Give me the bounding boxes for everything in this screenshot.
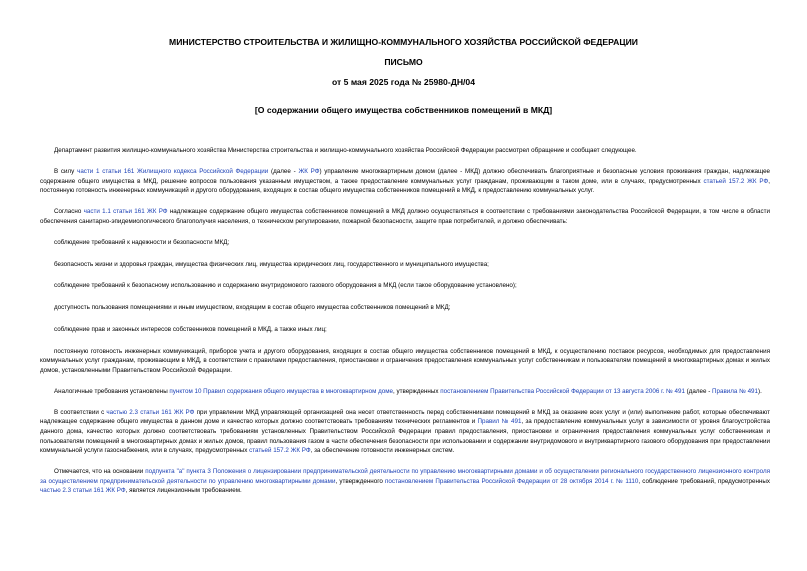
paragraph-article-161-part-2-3 (40, 408, 770, 456)
link-rules-point-10[interactable]: пунктом 10 Правил содержания общего имущества в многоквартирном доме (169, 387, 393, 395)
intro-paragraph: Департамент развития жилищно-коммунального хозяйства Министерства строительства и жилищно-коммунального хозяйства Российской Федерации рассмотрел обращение и сообщает следующее. (54, 147, 637, 154)
text-fragment: (далее - (684, 387, 713, 395)
list-item: доступность пользования помещениями и иным имуществом, входящим в состав общего имущества собственников помещений в МКД; (54, 304, 451, 312)
link-housing-code[interactable]: ЖК РФ (298, 167, 320, 175)
link-licensing-regulation[interactable]: подпункта "а" пункта 3 Положения о лицензировании предпринимательской деятельности по управлению многоквартирными домами и об осуществлении регионального государственного лицензионного контроля за осуществлением предпринимательской деятельности по управлению многоквартирными домами (40, 468, 770, 485)
text-fragment: надлежащее содержание общего имущества собственников помещений в МКД должно осуществляться в соответствии с требованиями законодательства Российской Федерации, в том числе в области обеспечения санитарно-эпидемиологического благополучия населения, о техническом регулировании, пожарной безопасности, защите прав потребителей, и должно обеспечивать: (40, 208, 771, 225)
text-fragment: ) управление многоквартирным домом (далее - МКД) должно обеспечивать благоприятные и безопасные условия проживания граждан, надлежащее содержание общего имущества в МКД, решение вопросов пользования указанным имуществом, а также предоставление коммунальных услуг гражданам, проживающим в таком доме, или в случаях, предусмотренных (40, 167, 771, 185)
document-type: ПИСЬМО (384, 57, 423, 67)
text-fragment: , за обеспечение готовности инженерных систем. (310, 447, 455, 455)
text-fragment: (далее - (268, 167, 299, 175)
text-fragment: , соблюдение требований, предусмотренных (638, 477, 770, 485)
text-fragment: , постоянную готовность инженерных коммуникаций и другого оборудования, входящих в состав общего имущества собственников помещений в МКД, к предоставлению коммунальных услуг. (40, 177, 770, 195)
ministry-title: МИНИСТЕРСТВО СТРОИТЕЛЬСТВА И ЖИЛИЩНО-КОММУНАЛЬНОГО ХОЗЯЙСТВА РОССИЙСКОЙ ФЕДЕРАЦИИ (169, 37, 638, 47)
text-fragment: , за предоставление коммунальных услуг в зависимости от уровня благоустройства данного дома, качество которых должно соответствовать требованиям установленных Правительством Российской Федерации правил предоставления, приостановки и ограничения предоставления коммунальных услуг собственникам и пользователям помещений в многоквартирных домах и жилых домов, правил пользования газом в части обеспечения безопасности при использовании и содержании внутридомового и внутриквартирного газового оборудования при предоставлении коммунальной услуги газоснабжения, или в случаях, предусмотренных (40, 418, 771, 455)
text-fragment: ). (758, 387, 762, 395)
paragraph-article-161-part-1 (40, 167, 770, 196)
link-rules-491[interactable]: Правил № 491 (477, 418, 522, 426)
list-item: соблюдение прав и законных интересов собственников помещений в МКД, а также иных лиц; (54, 325, 327, 333)
list-item: безопасность жизни и здоровья граждан, имущества физических лиц, имущества юридических лиц, государственного и муниципального имущества; (54, 260, 489, 268)
text-fragment: В силу (54, 167, 78, 175)
text-fragment: Согласно (54, 208, 84, 216)
document-subject: [О содержании общего имущества собственников помещений в МКД] (254, 105, 553, 115)
text-fragment: , утвержденного (335, 477, 385, 485)
list-item: соблюдение требований к надежности и безопасности МКД; (54, 238, 230, 246)
text-fragment: Аналогичные требования установлены (54, 387, 170, 395)
text-fragment: при управлении МКД управляющей организацией она несет ответственность перед собственниками помещений в МКД за оказание всех услуг и (или) выполнение работ, которые обеспечивают надлежащее содержание общего имущества в данном доме и качество которых должно соответствовать требованиям технических регламентов и (40, 408, 771, 426)
document-body (40, 146, 770, 507)
document-date-number: от 5 мая 2025 года № 25980-ДН/04 (332, 77, 475, 87)
paragraph-licensing (40, 467, 770, 496)
text-fragment: , утвержденных (393, 387, 441, 395)
text-fragment: Отмечается, что на основании (54, 468, 146, 476)
text-fragment: В соответствии с (54, 408, 107, 416)
link-article-161-part-2-3[interactable]: частью 2.3 статьи 161 ЖК РФ (40, 487, 126, 495)
list-item: соблюдение требований к безопасному использованию и содержанию внутридомового газового оборудования в МКД (если такое оборудование установлено); (54, 282, 517, 290)
link-article-157-2[interactable]: статьей 157.2 ЖК РФ (249, 447, 311, 455)
link-article-157-2[interactable]: статьей 157.2 ЖК РФ (703, 177, 769, 185)
text-fragment: , является лицензионным требованием. (125, 487, 242, 495)
paragraph-article-161-part-1-1 (40, 207, 770, 226)
link-article-161-part-1[interactable]: части 1 статьи 161 Жилищного кодекса Российской Федерации (77, 167, 269, 175)
link-resolution-1110[interactable]: постановлением Правительства Российской Федерации от 28 октября 2014 г. № 1110 (385, 477, 639, 485)
link-rules-491[interactable]: Правила № 491 (712, 387, 758, 395)
link-resolution-491[interactable]: постановлением Правительства Российской Федерации от 13 августа 2006 г. № 491 (440, 387, 685, 395)
link-article-161-part-2-3[interactable]: частью 2.3 статьи 161 ЖК РФ (106, 408, 195, 416)
list-item: постоянную готовность инженерных коммуникаций, приборов учета и другого оборудования, входящих в состав общего имущества собственников помещений в МКД, к осуществлению поставок ресурсов, необходимых для предоставления коммунальных услуг гражданам, проживающим в МКД, в соответствии с правилами предоставления, приостановки и ограничения предоставления коммунальных услуг собственникам и пользователям помещений в многоквартирных домах и жилых домов, установленными Правительством Российской Федерации. (40, 347, 770, 374)
link-article-161-part-1-1[interactable]: части 1.1 статьи 161 ЖК РФ (83, 208, 168, 216)
paragraph-rules-491 (40, 387, 770, 397)
